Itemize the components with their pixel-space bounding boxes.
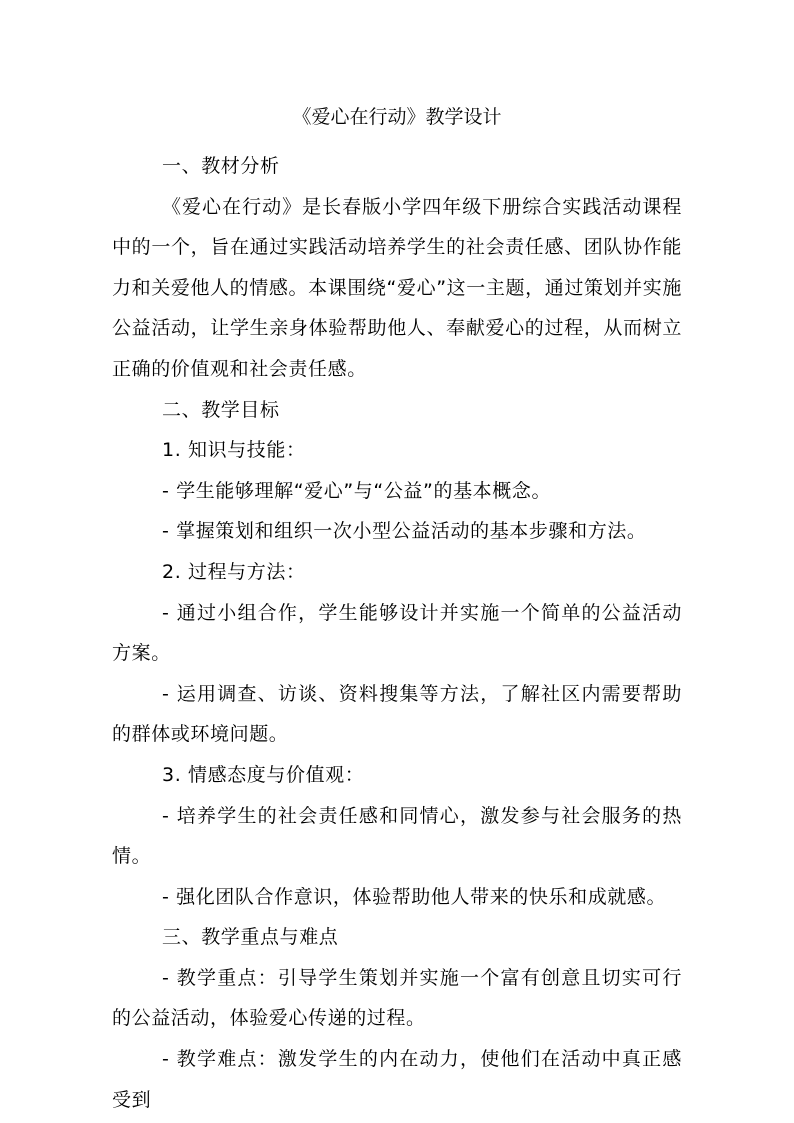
section-heading-analysis: 一、教材分析 [162,155,280,177]
key-point-item: - 教学重点：引导学生策划并实施一个富有创意且切实可行的公益活动，体验爱心传递的过程。 [112,966,682,1030]
goal-item: - 强化团队合作意识，体验帮助他人带来的快乐和成就感。 [162,885,667,908]
goal-heading-knowledge: 1. 知识与技能： [162,439,306,462]
goal-item: - 通过小组合作，学生能够设计并实施一个简单的公益活动方案。 [112,601,682,665]
goal-item: - 运用调查、访谈、资料搜集等方法，了解社区内需要帮助的群体或环境问题。 [112,682,682,746]
document-title: 《爱心在行动》教学设计 [292,106,502,128]
section-heading-objectives: 二、教学目标 [162,398,280,421]
section-heading-key-points: 三、教学重点与难点 [162,926,339,949]
goal-item: - 培养学生的社会责任感和同情心，激发参与社会服务的热情。 [112,804,682,868]
goal-heading-process: 2. 过程与方法： [162,560,306,583]
goal-item: - 学生能够理解“爱心”与“公益”的基本概念。 [162,479,552,502]
goal-heading-values: 3. 情感态度与价值观： [162,763,365,786]
paragraph-analysis: 《爱心在行动》是长春版小学四年级下册综合实践活动课程中的一个，旨在通过实践活动培养学生的社会责任感、团队协作能力和关爱他人的情感。本课围绕“爱心”这一主题，通过策划并实施公益活动，让学生亲身体验帮助他人、奉献爱心的过程，从而树立正确的价值观和社会责任感。 [112,195,682,380]
goal-item: - 掌握策划和组织一次小型公益活动的基本步骤和方法。 [162,520,647,543]
document-body [112,146,682,1120]
key-point-item: - 教学难点：激发学生的内在动力，使他们在活动中真正感受到 [112,1048,682,1111]
